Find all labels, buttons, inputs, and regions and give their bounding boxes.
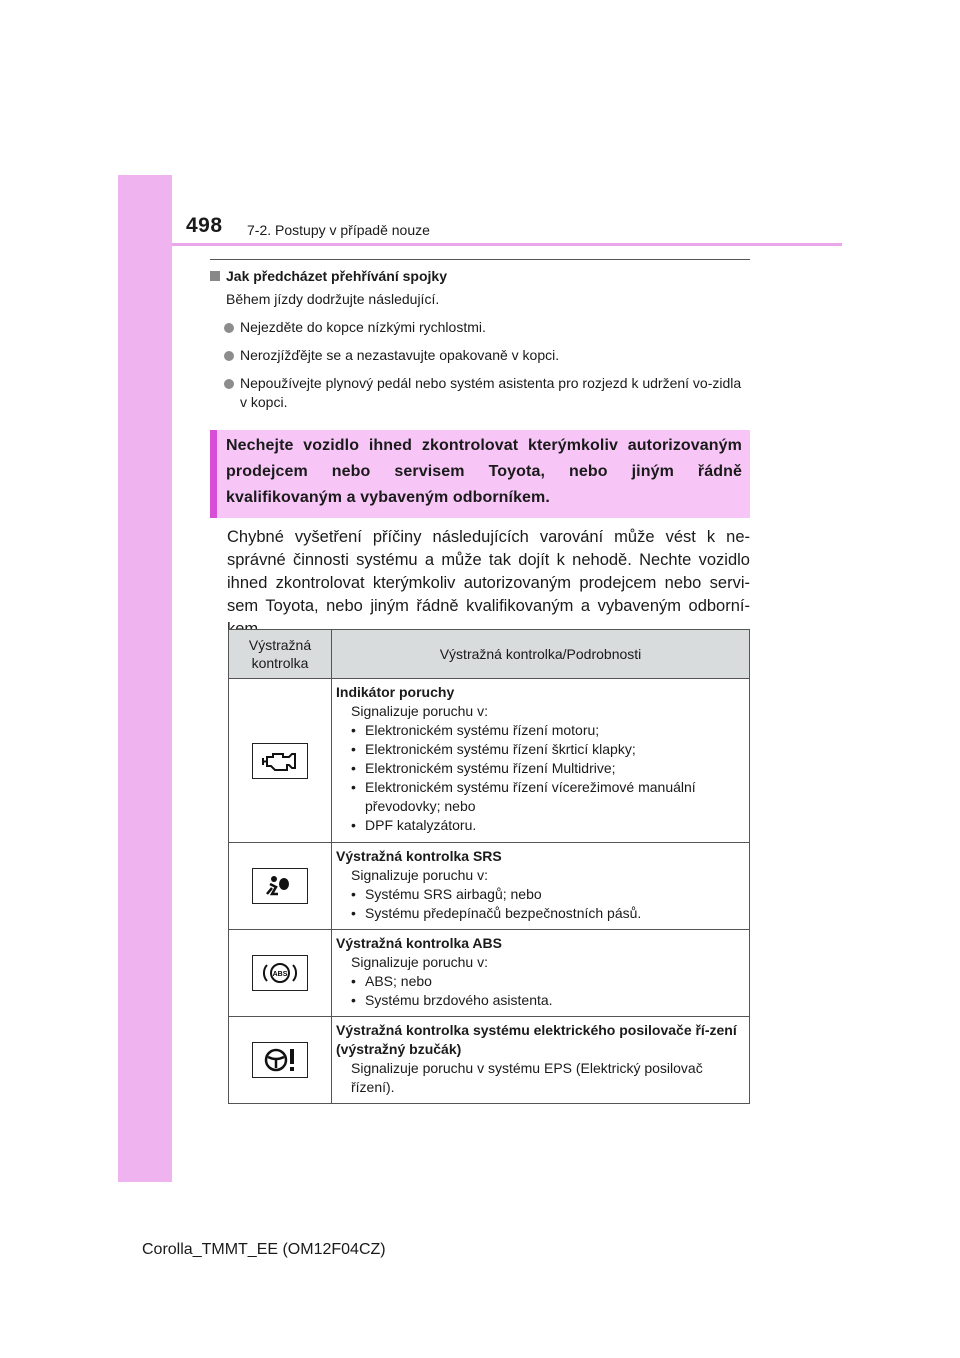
list-item: • Elektronickém systému řízení vícerežimové manuální převodovky; nebo (351, 778, 743, 816)
list-item: • Elektronickém systému řízení škrticí klapky; (351, 741, 636, 757)
list-item-text: Elektronickém systému řízení vícerežimové manuální převodovky; nebo (365, 779, 696, 814)
table-row (229, 930, 750, 1017)
content (210, 259, 750, 641)
section-title: 7-2. Postupy v případě nouze (247, 222, 430, 238)
list-item: • Elektronickém systému řízení Multidrive; (351, 760, 616, 776)
column-header-light: Výstražná kontrolka (229, 630, 332, 679)
details-cell (332, 930, 750, 1017)
bullet-dot-icon (224, 379, 234, 389)
eps-icon (252, 1042, 308, 1078)
clutch-intro: Během jízdy dodržujte následující. (226, 291, 440, 307)
list-item (224, 346, 750, 365)
row-title: Výstražná kontrolka ABS (336, 935, 502, 951)
square-bullet-icon (210, 271, 220, 281)
icon-cell (229, 843, 332, 930)
icon-cell (229, 1017, 332, 1104)
column-header-details: Výstražná kontrolka/Podrobnosti (332, 630, 750, 679)
table-row (229, 843, 750, 930)
row-subtitle: Signalizuje poruchu v: (351, 703, 488, 719)
table-row (229, 679, 750, 843)
warning-lights-table (228, 629, 750, 1104)
clutch-heading-text: Jak předcházet přehřívání spojky (226, 268, 447, 284)
list-item-text: Elektronickém systému řízení škrticí klapky; (365, 741, 636, 757)
list-item-text: Systému SRS airbagů; nebo (365, 886, 542, 902)
list-item-text: Nerozjížďějte se a nezastavujte opakovaně v kopci. (240, 347, 560, 363)
side-tab (118, 175, 172, 1182)
list-item-text: ABS; nebo (365, 973, 432, 989)
list-item: • Systému SRS airbagů; nebo (351, 886, 542, 902)
row-title: Výstražná kontrolka systému elektrického posilovače ří-zení (výstražný bzučák) (336, 1022, 737, 1057)
list-item: • ABS; nebo (351, 973, 432, 989)
list-item-text: Elektronickém systému řízení Multidrive; (365, 760, 616, 776)
table-row (229, 1017, 750, 1104)
details-cell (332, 679, 750, 843)
row-subtitle: Signalizuje poruchu v: (351, 867, 488, 883)
check-engine-icon (252, 743, 308, 779)
table-header-row (229, 630, 750, 679)
srs-airbag-icon (252, 868, 308, 904)
list-item: • Systému brzdového asistenta. (351, 992, 553, 1008)
bullet-dot-icon (224, 323, 234, 333)
icon-cell (229, 930, 332, 1017)
list-item (224, 374, 750, 412)
list-item: • DPF katalyzátoru. (351, 817, 477, 833)
list-item-text: Nepoužívejte plynový pedál nebo systém asistenta pro rozjezd k udržení vo-zidla v kopci. (240, 375, 742, 410)
list-item-text: Nejezděte do kopce nízkými rychlostmi. (240, 319, 486, 335)
clutch-heading (210, 268, 750, 284)
list-item (224, 318, 750, 337)
divider (210, 259, 750, 260)
header-rule (172, 243, 842, 246)
bullet-dot-icon (224, 351, 234, 361)
row-subtitle: Signalizuje poruchu v systému EPS (Elektrický posilovač řízení). (351, 1060, 703, 1095)
body-paragraph: Chybné vyšetření příčiny následujících varování může vést k ne-správné činnosti systému a může tak dojít k nehodě. Nechte vozidlo ihned zkontrolovat kterýmkoliv autorizovaným prodejcem nebo servi-sem Toyota, nebo jiným řádně kvalifikovaným a vybaveným odborní- (227, 528, 750, 615)
details-cell (332, 843, 750, 930)
page-number: 498 (186, 214, 223, 237)
callout-box: Nechejte vozidlo ihned zkontrolovat kterýmkoliv autorizovaným prodejcem nebo servisem Toyota, nebo jiným řádně kvalifikovaným a vybaveným odborníkem. (210, 430, 750, 518)
list-item-text: DPF katalyzátoru. (365, 817, 477, 833)
icon-cell (229, 679, 332, 843)
list-item-text: Systému předepínačů bezpečnostních pásů. (365, 905, 642, 921)
row-title: Výstražná kontrolka SRS (336, 848, 502, 864)
row-title: Indikátor poruchy (336, 684, 455, 700)
list-item: • Systému předepínačů bezpečnostních pásů. (351, 905, 642, 921)
abs-icon (252, 955, 308, 991)
list-item: • Elektronickém systému řízení motoru; (351, 722, 600, 738)
row-subtitle: Signalizuje poruchu v: (351, 954, 488, 970)
footer-text: Corolla_TMMT_EE (OM12F04CZ) (142, 1241, 386, 1258)
details-cell (332, 1017, 750, 1104)
list-item-text: Systému brzdového asistenta. (365, 992, 553, 1008)
list-item-text: Elektronickém systému řízení motoru; (365, 722, 600, 738)
abs-label: ABS (272, 971, 288, 978)
